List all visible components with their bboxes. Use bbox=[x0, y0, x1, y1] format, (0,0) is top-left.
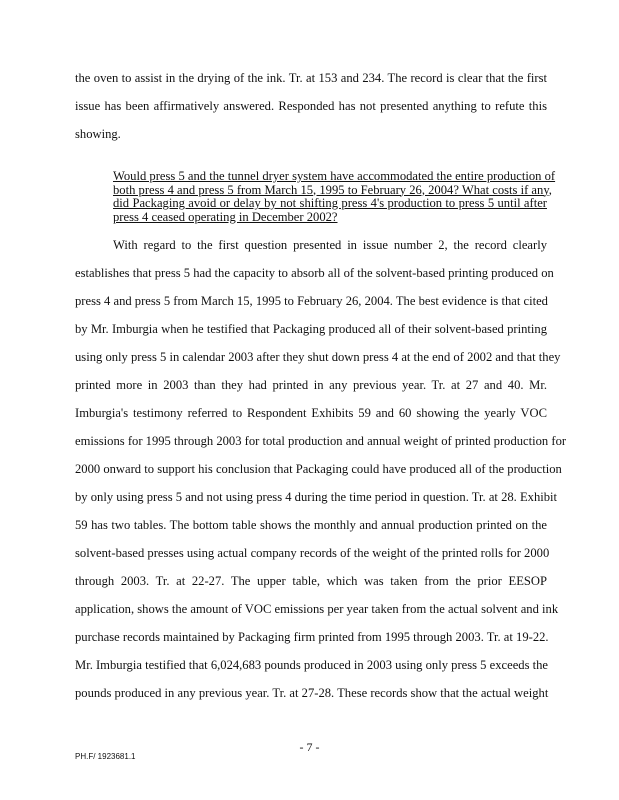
text-line: using only press 5 in calendar 2003 after they shut down press 4 at the end of 2002 and that they bbox=[75, 350, 561, 364]
text-line: 2000 onward to support his conclusion that Packaging could have produced all of the production bbox=[75, 462, 562, 476]
text-line: application, shows the amount of VOC emissions per year taken from the actual solvent and ink bbox=[75, 602, 559, 616]
text-line: did Packaging avoid or delay by not shifting press 4's production to press 5 until after bbox=[113, 196, 547, 210]
text-line: Imburgia's testimony referred to Respondent Exhibits 59 and 60 showing the yearly VOC bbox=[75, 406, 547, 420]
text-line: both press 4 and press 5 from March 15, 1995 to February 26, 2004? What costs if any, bbox=[113, 182, 552, 197]
text-line: Would press 5 and the tunnel dryer system have accommodated the entire production of bbox=[113, 169, 556, 183]
text-line: 59 has two tables. The bottom table shows the monthly and annual production printed on the bbox=[75, 518, 547, 532]
text-line: press 4 ceased operating in December 2002? bbox=[113, 209, 338, 224]
text-line: purchase records maintained by Packaging firm printed from 1995 through 2003. Tr. at 19-22. bbox=[75, 630, 549, 644]
text-line: printed more in 2003 than they had printed in any previous year. Tr. at 27 and 40. Mr. bbox=[75, 378, 547, 392]
text-line: press 4 and press 5 from March 15, 1995 to February 26, 2004. The best evidence is that cited bbox=[75, 294, 548, 308]
page-number: - 7 - bbox=[299, 740, 320, 754]
text-line: Mr. Imburgia testified that 6,024,683 pounds produced in 2003 using only press 5 exceeds the bbox=[75, 658, 549, 672]
text-line: issue has been affirmatively answered. Responded has not presented anything to refute this bbox=[75, 99, 547, 113]
text-line: establishes that press 5 had the capacity to absorb all of the solvent-based printing produced on bbox=[75, 266, 554, 280]
document-id-footer: PH.F/ 1923681.1 bbox=[75, 752, 136, 761]
text-line: With regard to the first question presented in issue number 2, the record clearly bbox=[113, 238, 547, 252]
text-line: emissions for 1995 through 2003 for total production and annual weight of printed production for bbox=[75, 434, 567, 448]
text-line: through 2003. Tr. at 22-27. The upper table, which was taken from the prior EESOP bbox=[75, 574, 547, 588]
text-line: by only using press 5 and not using press 4 during the time period in question. Tr. at 28. Exhibit bbox=[75, 490, 558, 504]
text-line: the oven to assist in the drying of the ink. Tr. at 153 and 234. The record is clear that the first bbox=[75, 71, 547, 85]
text-line: solvent-based presses using actual company records of the weight of the printed rolls for 2000 bbox=[75, 546, 550, 560]
text-line: showing. bbox=[75, 127, 121, 141]
text-line: by Mr. Imburgia when he testified that Packaging produced all of their solvent-based printing bbox=[75, 322, 547, 336]
text-line: pounds produced in any previous year. Tr. at 27-28. These records show that the actual weight bbox=[75, 686, 549, 700]
